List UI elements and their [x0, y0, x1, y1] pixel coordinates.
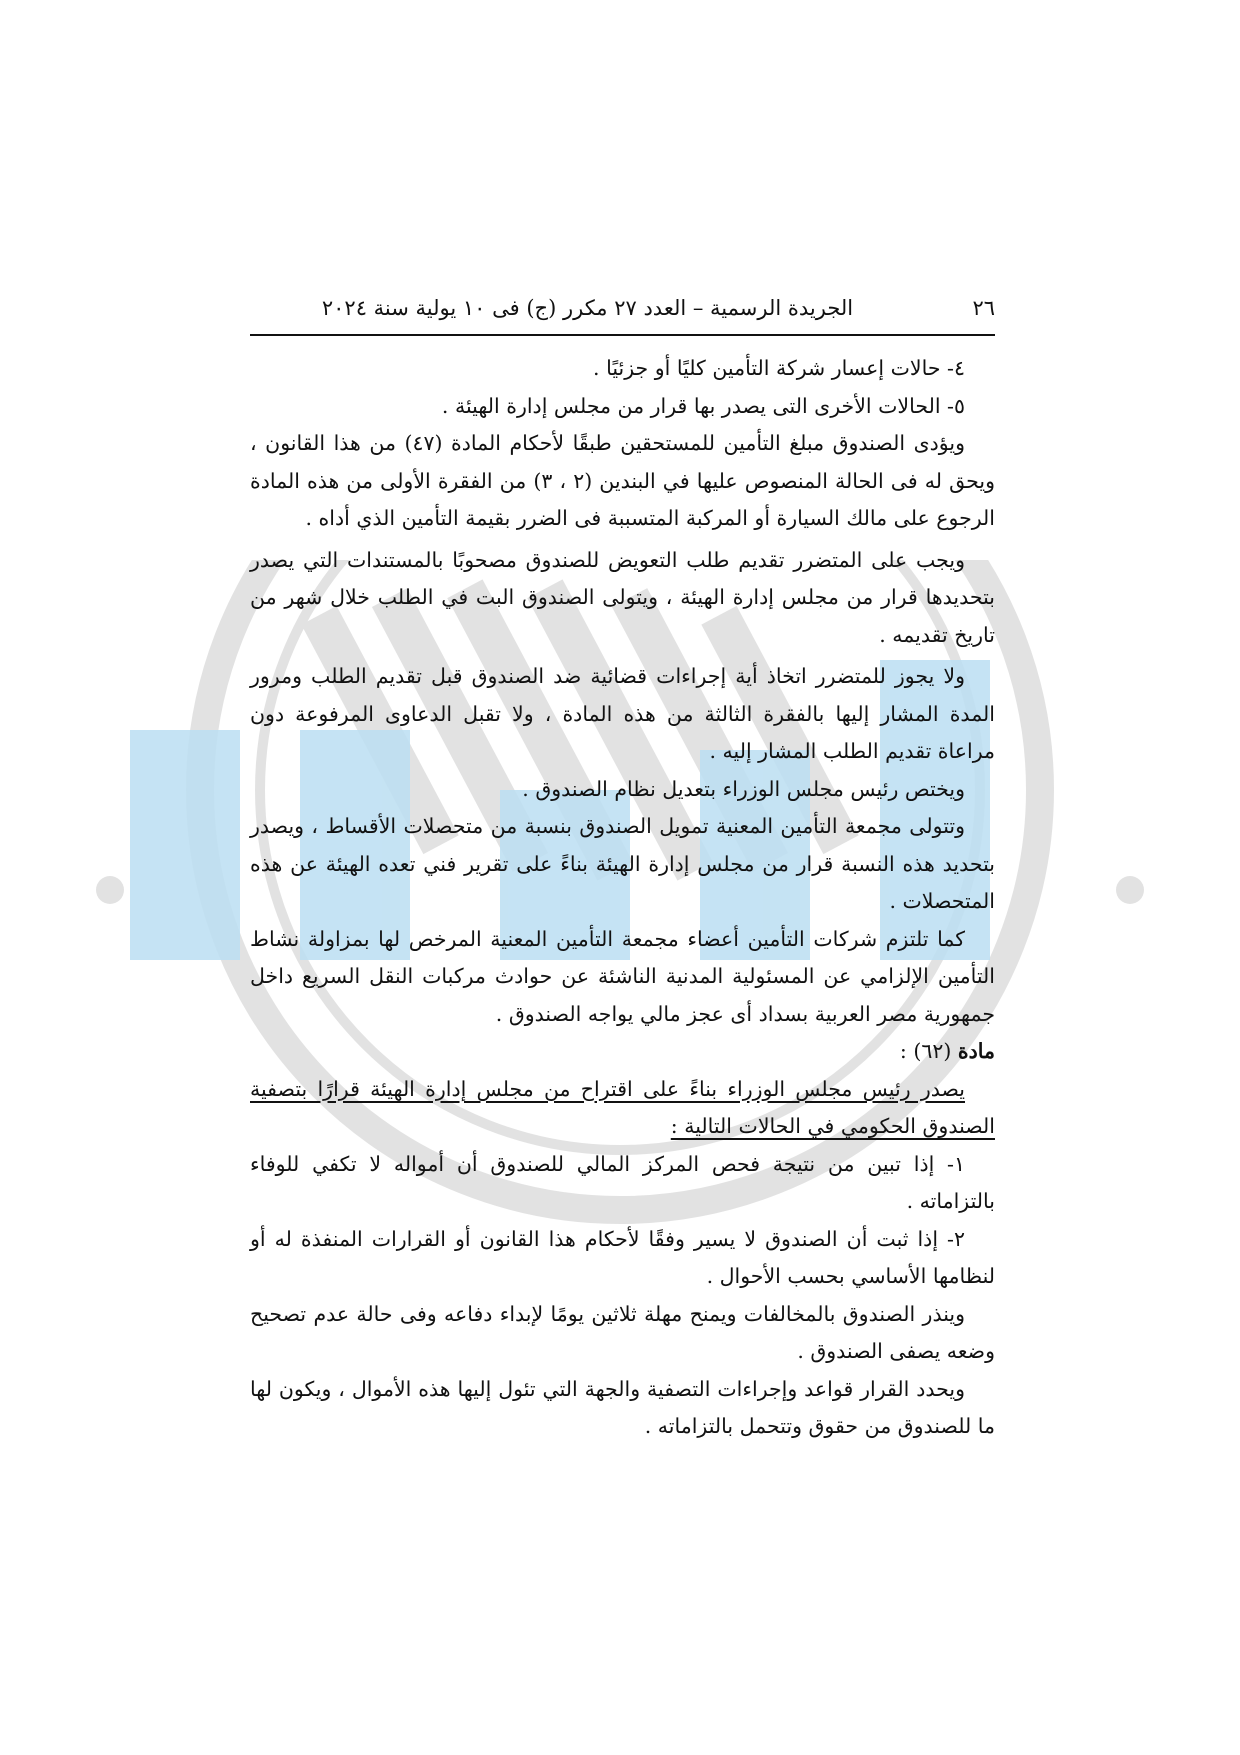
list-item: ١- إذا تبين من نتيجة فحص المركز المالي للصندوق أن أمواله لا تكفي للوفاء بالتزاماته .: [250, 1151, 995, 1213]
paragraph: ويختص رئيس مجلس الوزراء بتعديل نظام الصندوق .: [522, 776, 965, 801]
list-item: ٥- الحالات الأخرى التى يصدر بها قرار من مجلس إدارة الهيئة .: [441, 393, 965, 418]
document-body: [250, 350, 995, 1446]
page-number: ٢٦: [972, 296, 995, 320]
paragraph: ويحدد القرار قواعد وإجراءات التصفية والجهة التي تئول إليها هذه الأموال ، ويكون لها ما للصندوق من حقوق وتتحمل بالتزاماته .: [250, 1376, 995, 1438]
paragraph: وينذر الصندوق بالمخالفات ويمنح مهلة ثلاثين يومًا لإبداء دفاعه وفى حالة عدم تصحيح وضعه يصفى الصندوق .: [250, 1301, 995, 1363]
paragraph: وتتولى مجمعة التأمين المعنية تمويل الصندوق بنسبة من متحصلات الأقساط ، ويصدر بتحديد هذه النسبة قرار من مجلس إدارة الهيئة بناءً على تقرير فني تعده الهيئة عن هذه المتحصلات .: [250, 814, 995, 913]
article-number: (٦٢) :: [899, 1039, 952, 1063]
article-intro: يصدر رئيس مجلس الوزراء بناءً على اقتراح من مجلس إدارة الهيئة قرارًا بتصفية الصندوق الحكومي في الحالات التالية :: [250, 1076, 995, 1138]
list-item: ٢- إذا ثبت أن الصندوق لا يسير وفقًا لأحكام هذا القانون أو القرارات المنفذة له أو لنظامها الأساسي بحسب الأحوال .: [250, 1226, 995, 1288]
article-heading: [250, 1033, 995, 1071]
article-word: مادة: [957, 1039, 995, 1063]
header-rule: [250, 334, 995, 336]
journal-title: الجريدة الرسمية – العدد ٢٧ مكرر (ج) فى ١٠ يولية سنة ٢٠٢٤: [321, 296, 854, 320]
paragraph: ويؤدى الصندوق مبلغ التأمين للمستحقين طبقًا لأحكام المادة (٤٧) من هذا القانون ، ويحق له فى الحالة المنصوص عليها في البندين (٢ ، ٣) من الفقرة الأولى من هذه المادة الرجوع على مالك السيارة أو المركبة المتسببة فى الضرر بقيمة التأمين الذي أداه .: [250, 431, 996, 530]
list-item: ٤- حالات إعسار شركة التأمين كليًا أو جزئيًا .: [593, 356, 965, 380]
paragraph: ولا يجوز للمتضرر اتخاذ أية إجراءات قضائية ضد الصندوق قبل تقديم الطلب ومرور المدة المشار إليها بالفقرة الثالثة من هذه المادة ، ولا تقبل الدعاوى المرفوعة دون مراعاة تقديم الطلب المشار إليه .: [250, 664, 995, 763]
paragraph: كما تلتزم شركات التأمين أعضاء مجمعة التأمين المعنية المرخص لها بمزاولة نشاط التأمين الإلزامي عن المسئولية المدنية الناشئة عن حوادث مركبات النقل السريع داخل جمهورية مصر العربية بسداد أى عجز مالي يواجه الصندوق .: [250, 926, 995, 1026]
page-header: [250, 286, 995, 330]
paragraph: ويجب على المتضرر تقديم طلب التعويض للصندوق مصحوبًا بالمستندات التي يصدر بتحديدها قرار من مجلس إدارة الهيئة ، ويتولى الصندوق البت في الطلب خلال شهر من تاريخ تقديمه .: [250, 547, 995, 647]
